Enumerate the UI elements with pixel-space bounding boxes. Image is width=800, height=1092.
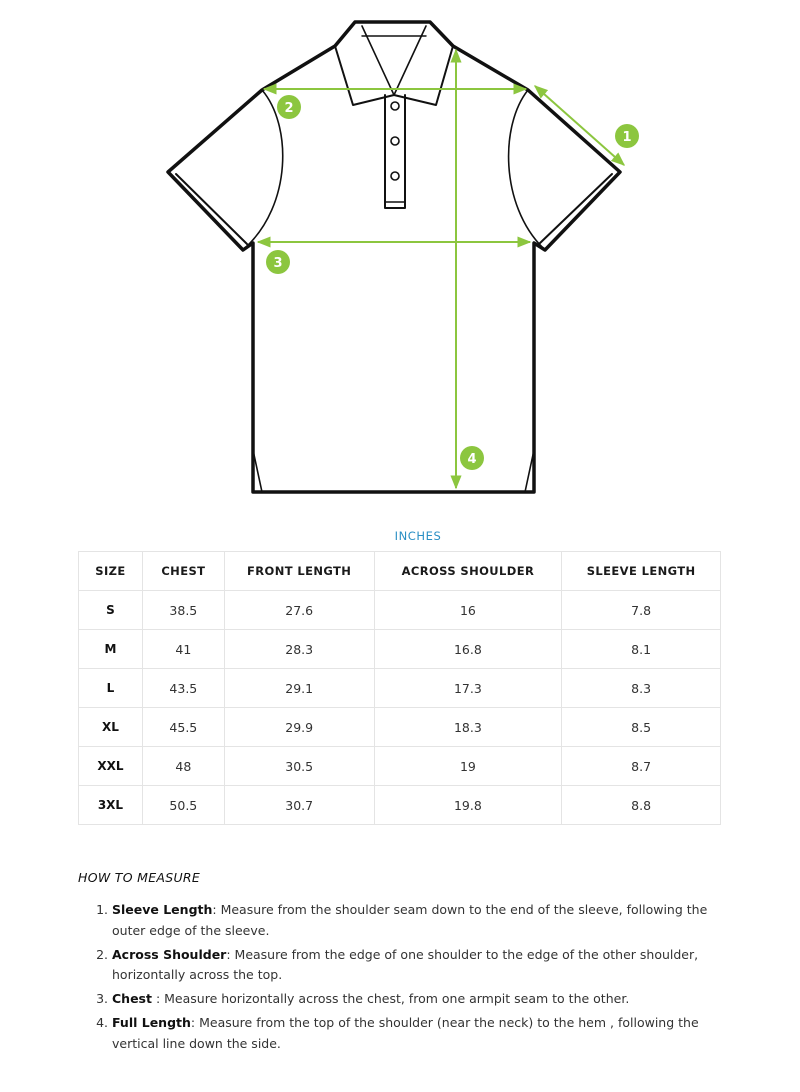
front-length-cell: 30.7 (224, 786, 374, 825)
sleeve-length-cell: 7.8 (562, 591, 721, 630)
front-length-cell: 30.5 (224, 747, 374, 786)
column-header-sleeve-length: SLEEVE LENGTH (562, 552, 721, 591)
list-item (112, 900, 742, 941)
how-to-measure-title: HOW TO MEASURE (78, 870, 201, 885)
across-shoulder-cell: 19.8 (374, 786, 562, 825)
table-row (79, 630, 721, 669)
across-shoulder-cell: 18.3 (374, 708, 562, 747)
button-circle (391, 172, 399, 180)
chest-cell: 38.5 (142, 591, 224, 630)
measurement-lines (258, 50, 624, 488)
chest-cell: 48 (142, 747, 224, 786)
across-shoulder-cell: 17.3 (374, 669, 562, 708)
sleeve-length-cell: 8.1 (562, 630, 721, 669)
marker-4-badge (460, 446, 484, 470)
unit-label: INCHES (394, 529, 442, 543)
measure-term: Across Shoulder (112, 946, 227, 962)
table-row (79, 747, 721, 786)
list-item (112, 945, 742, 986)
measure-term: Chest (112, 991, 152, 1006)
chest-cell: 41 (142, 630, 224, 669)
front-length-cell: 29.9 (224, 708, 374, 747)
marker-1-badge (615, 124, 639, 148)
measure-separator: : (226, 946, 235, 962)
column-header-chest: CHEST (142, 552, 224, 591)
svg-text:2: 2 (284, 101, 294, 116)
measure-separator: : (212, 902, 221, 917)
measure-description: Measure from the edge of one shoulder to the edge of the other shoulder, horizontally across the top. (112, 946, 699, 982)
how-to-measure-list (78, 900, 742, 1058)
size-cell: 3XL (79, 786, 143, 825)
size-cell: XL (79, 708, 143, 747)
chest-cell: 43.5 (142, 669, 224, 708)
across-shoulder-cell: 19 (374, 747, 562, 786)
sleeve-length-cell: 8.5 (562, 708, 721, 747)
polo-shirt-diagram (0, 0, 800, 510)
measure-separator: : (190, 1015, 200, 1030)
placket-buttons (391, 102, 399, 180)
column-header-size: SIZE (79, 552, 143, 591)
measure-description: Measure from the top of the shoulder (near the neck) to the hem , following the vertical line down the side. (112, 1015, 699, 1051)
measure-description: Measure horizontally across the chest, from one armpit seam to the other. (164, 991, 630, 1006)
button-circle (391, 102, 399, 110)
measure-description: Measure from the shoulder seam down to the end of the sleeve, following the outer edge of the sleeve. (112, 902, 708, 938)
table-row (79, 786, 721, 825)
marker-2-badge (277, 95, 301, 119)
sleeve-length-cell: 8.3 (562, 669, 721, 708)
measure-term: Full Length (112, 1015, 191, 1030)
size-cell: L (79, 669, 143, 708)
size-cell: S (79, 591, 143, 630)
across-shoulder-cell: 16.8 (374, 630, 562, 669)
column-header-across-shoulder: ACROSS SHOULDER (374, 552, 562, 591)
shirt-outline (168, 22, 620, 492)
measure-separator: : (151, 991, 165, 1006)
table-row (79, 591, 721, 630)
front-length-cell: 28.3 (224, 630, 374, 669)
svg-text:4: 4 (467, 452, 477, 467)
front-length-cell: 27.6 (224, 591, 374, 630)
measure-term: Sleeve Length (112, 902, 213, 917)
table-row (79, 708, 721, 747)
size-cell: M (79, 630, 143, 669)
table-header-row (79, 552, 721, 591)
chest-cell: 45.5 (142, 708, 224, 747)
list-item (112, 989, 742, 1010)
svg-text:3: 3 (273, 256, 283, 271)
button-circle (391, 137, 399, 145)
across-shoulder-cell: 16 (374, 591, 562, 630)
chest-cell: 50.5 (142, 786, 224, 825)
sleeve-length-line (535, 86, 624, 165)
svg-text:1: 1 (622, 130, 632, 145)
column-header-front-length: FRONT LENGTH (224, 552, 374, 591)
table-row (79, 669, 721, 708)
sleeve-length-cell: 8.7 (562, 747, 721, 786)
marker-3-badge (266, 250, 290, 274)
size-cell: XXL (79, 747, 143, 786)
size-chart-table (78, 551, 721, 825)
front-length-cell: 29.1 (224, 669, 374, 708)
sleeve-length-cell: 8.8 (562, 786, 721, 825)
list-item (112, 1013, 742, 1054)
